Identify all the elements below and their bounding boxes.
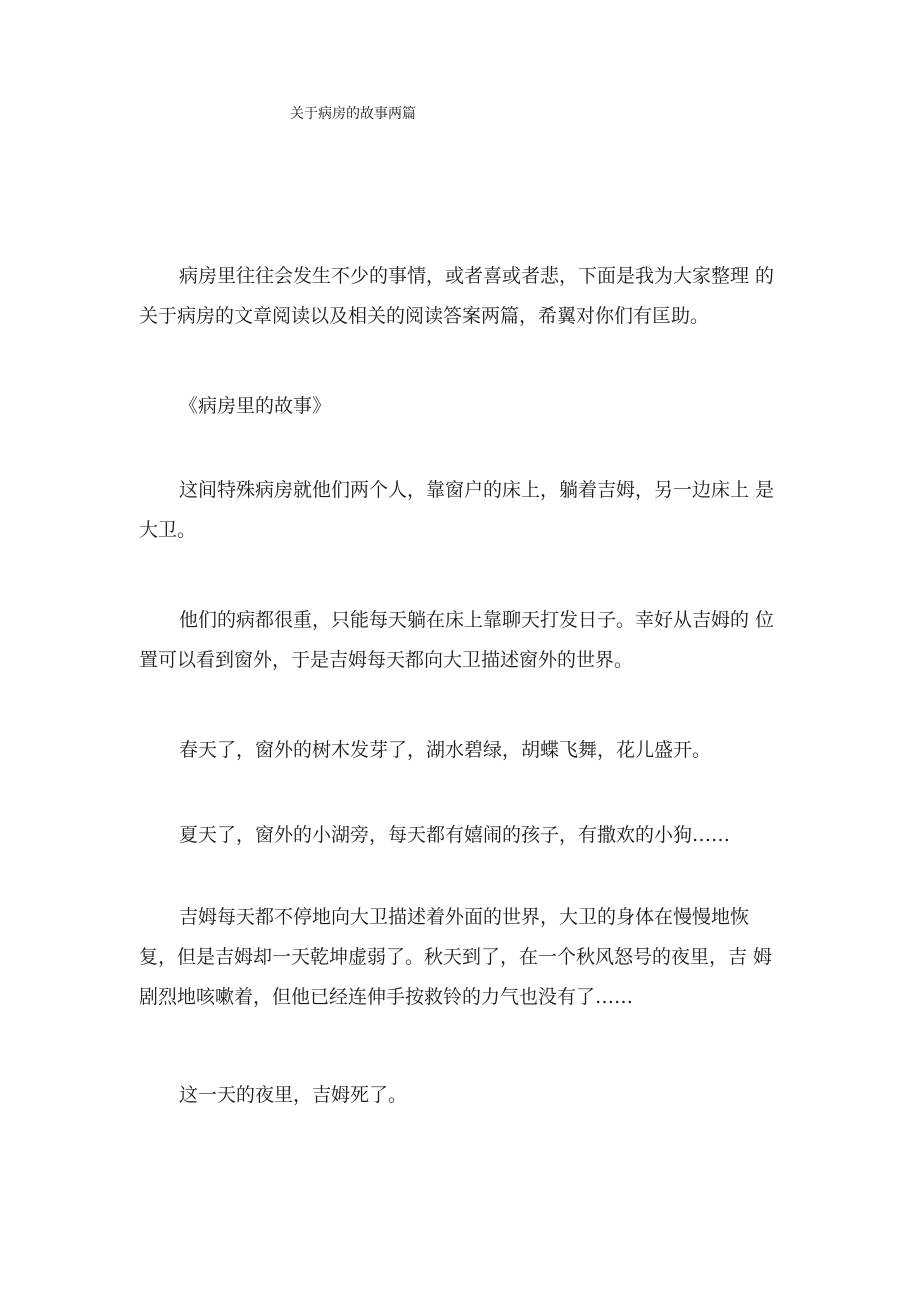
story-title: 《病房里的故事》 [179, 395, 332, 417]
paragraph-intro: 病房里往往会发生不少的事情，或者喜或者悲，下面是我为大家整理 的关于病房的文章阅读以及相关的阅读答案两篇，希翼对你们有匡助。 [139, 265, 775, 327]
paragraph: 夏天了，窗外的小湖旁，每天都有嬉闹的孩子，有撒欢的小狗…… [179, 824, 731, 846]
paragraph: 春天了，窗外的树木发芽了，湖水碧绿，胡蝶飞舞，花儿盛开。 [179, 739, 712, 761]
paragraph: 他们的病都很重，只能每天躺在床上靠聊天打发日子。幸好从吉姆的 位置可以看到窗外，于是吉姆每天都向大卫描述窗外的世界。 [139, 609, 775, 671]
document-title: 关于病房的故事两篇 [290, 106, 416, 122]
paragraph: 这一天的夜里，吉姆死了。 [179, 1084, 408, 1106]
paragraph: 吉姆每天都不停地向大卫描述着外面的世界，大卫的身体在慢慢地恢 复，但是吉姆却一天乾坤虚弱了。秋天到了，在一个秋风怒号的夜里，吉 姆剧烈地咳嗽着，但他已经连伸手按救铃的力气也没有了…… [139, 906, 773, 1008]
paragraph: 这间特殊病房就他们两个人，靠窗户的床上，躺着吉姆，另一边床上 是大卫。 [139, 479, 775, 541]
